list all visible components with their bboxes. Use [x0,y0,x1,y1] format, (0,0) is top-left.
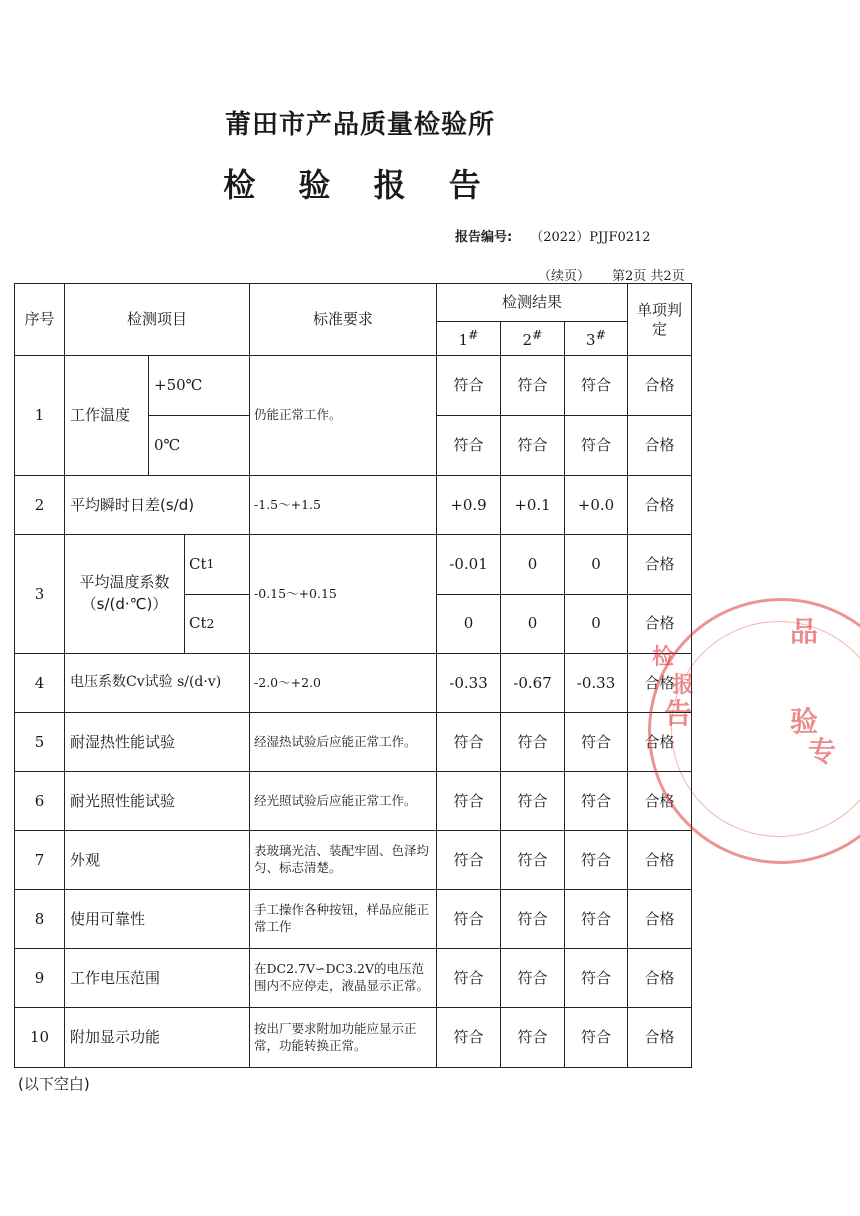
result-1: 符合 [437,416,501,476]
row-condition [185,535,249,595]
header-sample-1 [437,322,501,356]
result-1: 符合 [437,356,501,416]
result-2: 符合 [501,772,565,831]
sample-2-number: 2 [522,331,533,350]
row-verdict: 合格 [628,713,692,772]
row-requirement: 经湿热试验后应能正常工作。 [250,713,437,772]
row-item: 平均温度系数（s/(d·℃)） [79,573,170,613]
sample-1-mark: # [468,327,479,343]
header-item: 检测项目 [65,284,250,356]
condition-label: Ct [189,614,207,633]
result-3: 符合 [565,416,628,476]
result-2: 0 [501,594,565,654]
result-1: 符合 [437,772,501,831]
header-verdict: 单项判定 [628,284,692,356]
row-item: 附加显示功能 [65,1008,250,1068]
result-1: 符合 [437,890,501,949]
sample-3-number: 3 [586,331,596,350]
result-1: 符合 [437,831,501,890]
row-seq: 7 [15,831,65,890]
result-3: 符合 [565,772,628,831]
row-seq: 9 [15,949,65,1008]
row-item-cell [65,535,250,654]
header-sample-3 [565,322,628,356]
continued-label: （续页） [538,269,591,284]
result-2: 符合 [501,890,565,949]
row-item: 外观 [65,831,250,890]
seal-char: 报 [672,673,695,698]
result-1: 符合 [437,713,501,772]
result-3: 符合 [565,713,628,772]
report-number-label: 报告编号: [455,230,513,245]
page-info [538,265,685,284]
header-row [15,284,692,322]
result-3: +0.0 [565,476,628,535]
result-2: +0.1 [501,476,565,535]
row-verdict: 合格 [628,772,692,831]
table-row [15,772,692,831]
result-2: 符合 [501,356,565,416]
sample-2-mark: # [532,327,543,343]
row-verdict: 合格 [628,1008,692,1068]
row-item: 工作电压范围 [65,949,250,1008]
result-1: +0.9 [437,476,501,535]
table-row [15,476,692,535]
result-2: 符合 [501,416,565,476]
row-requirement: 表玻璃光洁、装配牢固、色泽均匀、标志清楚。 [250,831,437,890]
row-verdict: 合格 [628,890,692,949]
seal-char: 检 [652,645,675,670]
row-seq: 1 [15,356,65,476]
result-3: 符合 [565,356,628,416]
table-row [15,654,692,713]
report-number: （2022）PJJF0212 [530,230,651,245]
result-1: 符合 [437,949,501,1008]
result-3: -0.33 [565,654,628,713]
row-seq: 5 [15,713,65,772]
result-2: 0 [501,535,565,595]
row-item: 工作温度 [65,356,149,476]
row-item: 平均瞬时日差(s/d) [65,476,250,535]
row-requirement: -1.5～+1.5 [250,476,437,535]
condition-subscript: 1 [206,556,215,572]
result-2: 符合 [501,1008,565,1068]
header-results: 检测结果 [437,284,628,322]
row-item: 使用可靠性 [65,890,250,949]
row-verdict: 合格 [628,476,692,535]
table-row [15,1008,692,1068]
table-row [15,890,692,949]
row-verdict: 合格 [628,654,692,713]
result-3: 符合 [565,831,628,890]
row-seq: 3 [15,535,65,654]
report-title: 检 验 报 告 [223,166,497,204]
row-verdict: 合格 [628,356,692,416]
result-3: 符合 [565,890,628,949]
row-item: 耐湿热性能试验 [65,713,250,772]
seal-char: 专 [808,735,837,768]
seal-char: 告 [664,697,693,730]
result-3: 0 [565,535,628,595]
result-1: -0.33 [437,654,501,713]
table-row [15,356,692,416]
row-seq: 10 [15,1008,65,1068]
table-row [15,831,692,890]
row-verdict: 合格 [628,949,692,1008]
row-verdict: 合格 [628,535,692,595]
row-requirement: 按出厂要求附加功能应显示正常，功能转换正常。 [250,1008,437,1068]
row-condition: +50℃ [149,356,250,416]
result-1: 0 [437,594,501,654]
row-requirement: 仍能正常工作。 [250,356,437,476]
header-requirement: 标准要求 [250,284,437,356]
header-seq: 序号 [15,284,65,356]
result-2: 符合 [501,831,565,890]
condition-label: Ct [189,554,207,573]
row-item: 耐光照性能试验 [65,772,250,831]
page-number: 第2页 共2页 [612,269,685,284]
table-row [15,713,692,772]
row-condition: 0℃ [149,416,250,476]
row-seq: 8 [15,890,65,949]
result-2: 符合 [501,713,565,772]
row-item: 电压系数Cv试验 s/(d·v) [65,654,250,713]
result-3: 符合 [565,1008,628,1068]
row-condition [185,595,249,654]
result-2: -0.67 [501,654,565,713]
row-requirement: -0.15～+0.15 [250,535,437,654]
sample-1-number: 1 [458,331,469,350]
row-verdict: 合格 [628,594,692,654]
results-table [14,283,695,1068]
row-seq: 6 [15,772,65,831]
sample-3-mark: # [595,327,607,343]
row-verdict: 合格 [628,831,692,890]
result-2: 符合 [501,949,565,1008]
org-title: 莆田市产品质量检验所 [224,110,495,140]
row-seq: 2 [15,476,65,535]
row-verdict: 合格 [628,416,692,476]
table-row [15,535,692,595]
seal-char: 品 [790,615,819,648]
blank-below-note: (以下空白) [18,1075,90,1093]
row-requirement: -2.0～+2.0 [250,654,437,713]
result-3: 符合 [565,949,628,1008]
row-requirement: 经光照试验后应能正常工作。 [250,772,437,831]
result-1: -0.01 [437,535,501,595]
result-3: 0 [565,594,628,654]
seal-char: 验 [790,705,819,738]
result-1: 符合 [437,1008,501,1068]
condition-subscript: 2 [206,615,215,631]
row-seq: 4 [15,654,65,713]
table-row [15,949,692,1008]
report-number-line [455,226,651,245]
row-requirement: 手工操作各种按钮，样品应能正常工作 [250,890,437,949]
header-sample-2 [501,322,565,356]
row-requirement: 在DC2.7V∽DC3.2V的电压范围内不应停走，液晶显示正常。 [250,949,437,1008]
